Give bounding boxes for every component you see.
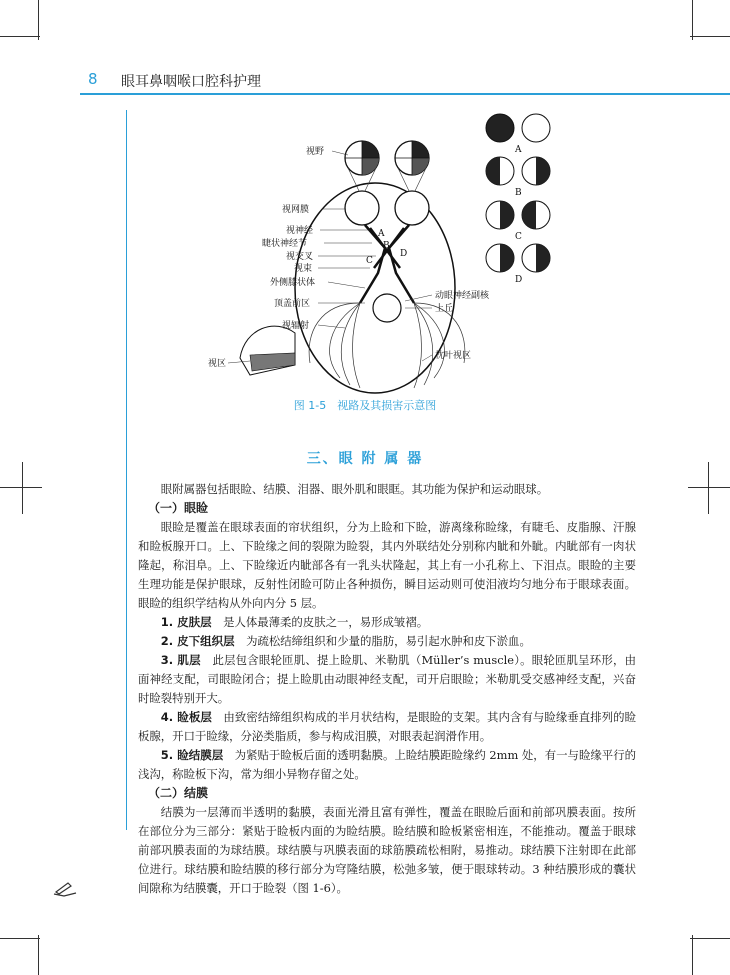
- label-optic-chiasm: 视交叉: [286, 252, 314, 262]
- field-defect-c: [486, 201, 550, 229]
- label-occipital-visual-area: 枕叶视区: [435, 351, 472, 361]
- subheading-eyelid: （一）眼睑: [148, 501, 209, 515]
- item-heading: 1. 皮肤层: [160, 615, 212, 629]
- right-visual-field-icon: [395, 141, 429, 175]
- list-item: [138, 613, 636, 632]
- list-item: [138, 632, 636, 651]
- item-heading: 5. 睑结膜层: [160, 748, 224, 762]
- section-title: 三、眼 附 属 器: [306, 451, 424, 467]
- label-oculomotor-nucleus: 动眼神经副核: [435, 291, 490, 301]
- figure-caption: 图 1-5 视路及其损害示意图: [293, 399, 437, 412]
- page-number: 8: [88, 70, 98, 88]
- crop-mark: [0, 938, 40, 939]
- item-text: 是人体最薄柔的皮肤之一，易形成皱褶。: [211, 615, 429, 629]
- field-defect-b: [486, 157, 550, 185]
- label-ciliary-ganglion: 睫状神经节: [262, 239, 308, 249]
- conjunctiva-paragraph: 结膜为一层薄而半透明的黏膜，表面光滑且富有弹性，覆盖在眼睑后面和前部巩膜表面。按所在部位分为三部分：紧贴于睑板内面的为睑结膜。睑结膜和睑板紧密相连，不能推动。覆盖于眼球前部巩膜表面的为球结膜。球结膜与巩膜表面的球筋膜疏松相附，易推动。球结膜下注射即在此部位进行。球结膜和睑结膜的移行部分为穹隆结膜，松弛多皱，便于眼球转动。3 种结膜形成的囊状间隙称为结膜囊，开口于睑裂（图 1-6）。: [138, 805, 636, 895]
- label-optic-nerve: 视神经: [286, 226, 314, 236]
- margin-rule: [126, 110, 127, 830]
- crop-mark: [22, 462, 23, 514]
- intro-paragraph: 眼附属器包括眼睑、结膜、泪器、眼外肌和眼眶。其功能为保护和运动眼球。: [160, 482, 549, 496]
- label-optic-radiation: 视辐射: [282, 321, 310, 331]
- body-text: [138, 480, 636, 898]
- list-item: [138, 708, 636, 746]
- left-visual-field-icon: [345, 141, 379, 175]
- label-retina: 视网膜: [282, 205, 310, 215]
- label-lesion-a: A: [515, 145, 522, 155]
- label-lesion-b: B: [515, 188, 522, 198]
- label-lesion-b-pathway: B: [383, 241, 390, 251]
- visual-pathway-figure: [200, 103, 570, 403]
- book-pen-icon: [52, 880, 78, 898]
- crop-mark: [38, 0, 39, 40]
- lateral-brain-sketch: [240, 326, 295, 375]
- subheading-conjunctiva: （二）结膜: [148, 786, 209, 800]
- crop-mark: [690, 36, 730, 37]
- label-lateral-geniculate: 外侧膝状体: [270, 278, 316, 288]
- label-lesion-c-pathway: C: [366, 256, 373, 266]
- label-superior-colliculus: 上丘: [435, 304, 454, 314]
- label-visual-field: 视野: [306, 147, 325, 157]
- label-lesion-d: D: [515, 275, 523, 285]
- midbrain: [373, 294, 401, 322]
- list-item: [138, 746, 636, 784]
- crop-mark: [692, 935, 693, 975]
- item-text: 此层包含眼轮匝肌、提上睑肌、米勒肌（Müller’s muscle）。眼轮匝肌呈环形，由面神经支配，司眼睑闭合；提上睑肌由动眼神经支配，司开启眼睑；米勒肌受交感神经支配，兴奋时睑裂特别开大。: [138, 653, 637, 705]
- crop-mark: [692, 0, 693, 40]
- field-defect-a: [486, 114, 550, 142]
- label-lesion-d-pathway: D: [400, 249, 408, 259]
- crop-mark: [690, 938, 730, 939]
- label-visual-area: 视区: [208, 359, 227, 369]
- item-heading: 4. 睑板层: [160, 710, 212, 724]
- crop-mark: [708, 462, 709, 514]
- crop-mark: [0, 487, 42, 488]
- crop-mark: [38, 935, 39, 975]
- crop-mark: [0, 36, 40, 37]
- running-header-title: 眼耳鼻咽喉口腔科护理: [121, 74, 261, 90]
- eyelid-paragraph: 眼睑是覆盖在眼球表面的帘状组织，分为上睑和下睑，游离缘称睑缘，有睫毛、皮脂腺、汗腺和睑板腺开口。上、下睑缘之间的裂隙为睑裂，其内外联结处分别称内眦和外眦。内眦部有一肉状隆起，称泪阜。上、下睑缘近内眦部各有一乳头状隆起，其上有一小孔称上、下泪点。眼睑的主要生理功能是保护眼球，反射性闭睑可防止各种损伤，瞬目运动则可使泪液均匀地分布于眼球表面。眼睑的组织学结构从外向内分 5 层。: [138, 520, 636, 610]
- label-lesion-c: C: [515, 232, 522, 242]
- label-pretectal-area: 顶盖前区: [274, 299, 311, 309]
- crop-mark: [688, 487, 730, 488]
- item-heading: 2. 皮下组织层: [160, 634, 235, 648]
- label-optic-tract: 视束: [294, 264, 313, 274]
- field-defect-d: [486, 244, 550, 272]
- item-text: 为疏松结缔组织和少量的脂肪，易引起水肿和皮下淤血。: [234, 634, 531, 648]
- list-item: [138, 651, 636, 708]
- item-text: 为紧贴于睑板后面的透明黏膜。上睑结膜距睑缘约 2mm 处，有一与睑缘平行的浅沟，称睑板下沟，常为细小异物存留之处。: [138, 748, 637, 781]
- left-eyeball: [345, 191, 379, 225]
- label-lesion-a-pathway: A: [378, 229, 385, 239]
- item-text: 由致密结缔组织构成的半月状结构，是眼睑的支架。其内含有与睑缘垂直排列的睑板腺，开口于睑缘，分泌类脂质，参与构成泪膜，对眼表起润滑作用。: [138, 710, 636, 743]
- header-rule: [80, 93, 730, 95]
- item-heading: 3. 肌层: [160, 653, 201, 667]
- right-eyeball: [395, 191, 429, 225]
